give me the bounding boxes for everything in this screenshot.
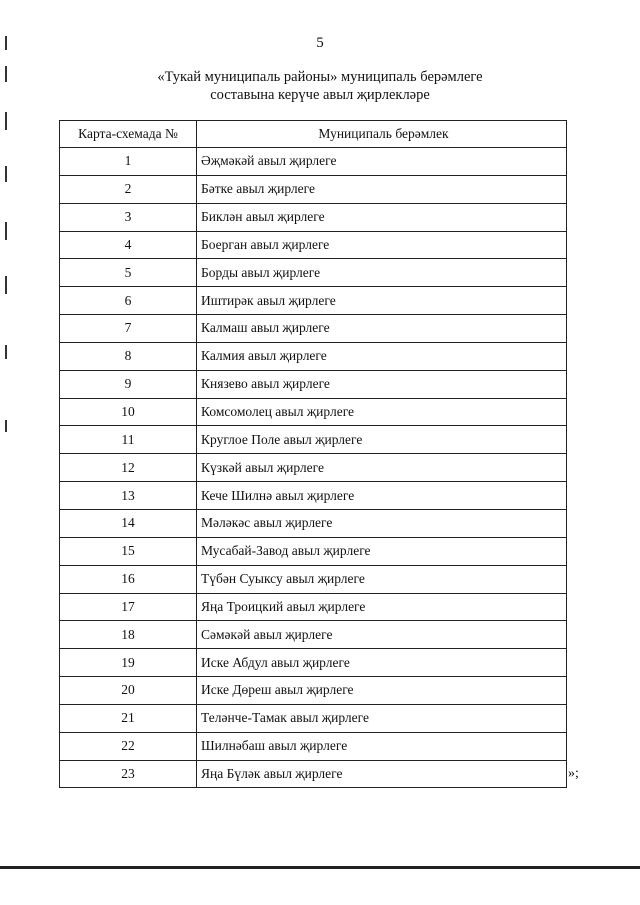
row-number: 21 [60, 704, 197, 732]
row-settlement-name: Иштирәк авыл җирлеге [197, 287, 567, 315]
table-row [60, 454, 567, 482]
table-row [60, 342, 567, 370]
row-number: 22 [60, 732, 197, 760]
row-settlement-name: Борды авыл җирлеге [197, 259, 567, 287]
table-row [60, 649, 567, 677]
settlements-table [59, 120, 567, 788]
row-settlement-name: Теләнче-Тамак авыл җирлеге [197, 704, 567, 732]
row-number: 5 [60, 259, 197, 287]
row-number: 9 [60, 370, 197, 398]
row-number: 4 [60, 231, 197, 259]
closing-quote: »; [568, 766, 579, 781]
row-number: 19 [60, 649, 197, 677]
row-number: 17 [60, 593, 197, 621]
table-row [60, 537, 567, 565]
table-row [60, 509, 567, 537]
bottom-scan-line [0, 866, 640, 869]
left-margin-mark [5, 276, 7, 294]
table-row [60, 593, 567, 621]
row-number: 23 [60, 760, 197, 788]
document-title [0, 68, 640, 104]
row-settlement-name: Мусабай-Завод авыл җирлеге [197, 537, 567, 565]
row-settlement-name: Иске Абдул авыл җирлеге [197, 649, 567, 677]
row-number: 6 [60, 287, 197, 315]
page-number: 5 [316, 35, 324, 51]
table-row [60, 315, 567, 343]
left-margin-mark [5, 112, 7, 130]
row-settlement-name: Круглое Поле авыл җирлеге [197, 426, 567, 454]
header-municipal-unit: Муниципаль берәмлек [197, 121, 567, 148]
row-number: 15 [60, 537, 197, 565]
table-row [60, 565, 567, 593]
row-number: 8 [60, 342, 197, 370]
row-settlement-name: Шилнәбаш авыл җирлеге [197, 732, 567, 760]
table-row [60, 203, 567, 231]
table-row [60, 148, 567, 176]
row-number: 13 [60, 482, 197, 510]
row-settlement-name: Яңа Бүләк авыл җирлеге [197, 760, 567, 788]
row-settlement-name: Комсомолец авыл җирлеге [197, 398, 567, 426]
table-row [60, 704, 567, 732]
row-number: 3 [60, 203, 197, 231]
row-number: 16 [60, 565, 197, 593]
table-header-row [60, 121, 567, 148]
row-settlement-name: Кече Шилнә авыл җирлеге [197, 482, 567, 510]
row-number: 11 [60, 426, 197, 454]
row-settlement-name: Сәмәкәй авыл җирлеге [197, 621, 567, 649]
row-settlement-name: Иске Дөреш авыл җирлеге [197, 677, 567, 705]
row-settlement-name: Әҗмәкәй авыл җирлеге [197, 148, 567, 176]
table-row [60, 175, 567, 203]
table-row [60, 231, 567, 259]
row-settlement-name: Калмаш авыл җирлеге [197, 315, 567, 343]
row-number: 7 [60, 315, 197, 343]
table-row [60, 677, 567, 705]
table-row [60, 398, 567, 426]
row-number: 18 [60, 621, 197, 649]
left-margin-mark [5, 420, 7, 432]
row-settlement-name: Калмия авыл җирлеге [197, 342, 567, 370]
row-settlement-name: Күзкәй авыл җирлеге [197, 454, 567, 482]
row-settlement-name: Мәләкәс авыл җирлеге [197, 509, 567, 537]
row-number: 20 [60, 677, 197, 705]
row-number: 10 [60, 398, 197, 426]
title-line-1: «Тукай муниципаль районы» муниципаль берәмлеге [157, 69, 483, 85]
row-settlement-name: Князево авыл җирлеге [197, 370, 567, 398]
table-row [60, 259, 567, 287]
row-number: 14 [60, 509, 197, 537]
table-body [60, 148, 567, 788]
row-settlement-name: Бәтке авыл җирлеге [197, 175, 567, 203]
row-settlement-name: Боерган авыл җирлеге [197, 231, 567, 259]
table-row [60, 621, 567, 649]
header-map-number: Карта-схемада № [60, 121, 197, 148]
table-row [60, 370, 567, 398]
row-settlement-name: Түбән Суыксу авыл җирлеге [197, 565, 567, 593]
row-settlement-name: Яңа Троицкий авыл җирлеге [197, 593, 567, 621]
left-margin-mark [5, 166, 7, 182]
row-number: 1 [60, 148, 197, 176]
row-number: 2 [60, 175, 197, 203]
title-line-2: составына керүче авыл җирлекләре [210, 87, 430, 103]
table-row [60, 482, 567, 510]
table-row [60, 287, 567, 315]
row-settlement-name: Биклән авыл җирлеге [197, 203, 567, 231]
table-row [60, 426, 567, 454]
left-margin-mark [5, 345, 7, 359]
table-row [60, 732, 567, 760]
left-margin-mark [5, 222, 7, 240]
table-row [60, 760, 567, 788]
row-number: 12 [60, 454, 197, 482]
